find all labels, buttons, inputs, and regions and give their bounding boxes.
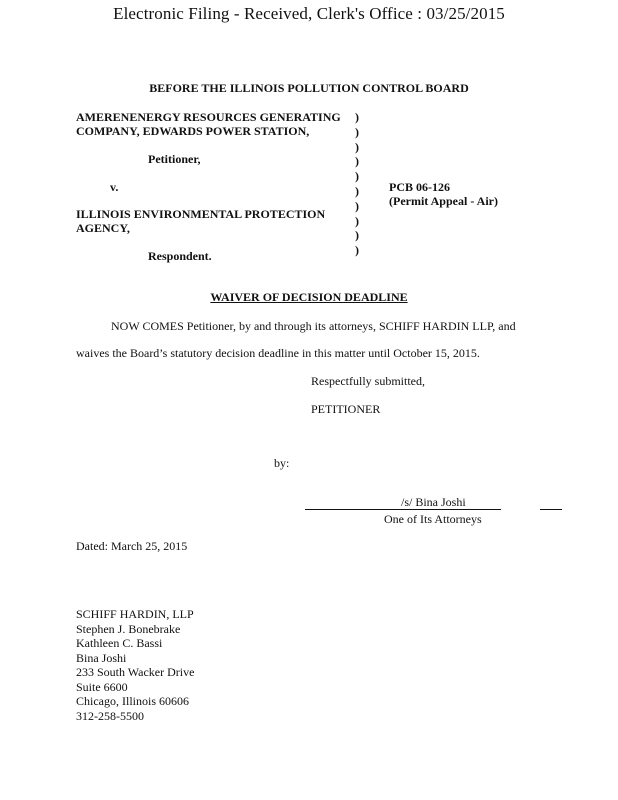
body-line-1: NOW COMES Petitioner, by and through its attorneys, SCHIFF HARDIN LLP, and bbox=[111, 319, 516, 333]
address-line-attorney: Bina Joshi bbox=[76, 650, 127, 665]
versus: v. bbox=[110, 180, 119, 194]
signature-line bbox=[305, 509, 501, 510]
address-line-phone: 312-258-5500 bbox=[76, 708, 144, 723]
petitioner-name-line1: AMERENENERGY RESOURCES GENERATING bbox=[76, 110, 341, 124]
paren: ) bbox=[355, 198, 359, 213]
paren: ) bbox=[355, 110, 359, 124]
paren: ) bbox=[355, 154, 359, 169]
paren: ) bbox=[355, 139, 359, 154]
board-title: BEFORE THE ILLINOIS POLLUTION CONTROL BOARD bbox=[149, 81, 469, 95]
address-line-suite: Suite 6600 bbox=[76, 679, 128, 694]
signer-title: One of Its Attorneys bbox=[384, 512, 482, 526]
paren: ) bbox=[355, 228, 359, 243]
signed-name: /s/ Bina Joshi bbox=[401, 495, 466, 509]
firm-address-block bbox=[76, 607, 194, 723]
respondent-name-line1: ILLINOIS ENVIRONMENTAL PROTECTION bbox=[76, 207, 326, 221]
body-line-2: waives the Board’s statutory decision deadline in this matter until October 15, 2015. bbox=[76, 346, 480, 360]
paren: ) bbox=[355, 124, 359, 139]
paren: ) bbox=[355, 243, 359, 258]
petitioner-name-line2: COMPANY, EDWARDS POWER STATION, bbox=[76, 124, 310, 138]
respondent-role: Respondent. bbox=[148, 249, 212, 263]
filing-stamp: Electronic Filing - Received, Clerk's Office : 03/25/2015 bbox=[113, 4, 505, 23]
closing: Respectfully submitted, bbox=[311, 374, 425, 388]
document-title: WAIVER OF DECISION DEADLINE bbox=[210, 290, 408, 304]
date-line: Dated: March 25, 2015 bbox=[76, 539, 188, 553]
petitioner-role: Petitioner, bbox=[148, 152, 201, 166]
paren: ) bbox=[355, 213, 359, 228]
case-type: (Permit Appeal - Air) bbox=[389, 194, 498, 208]
signature-line-extension bbox=[540, 509, 562, 510]
address-line-firm: SCHIFF HARDIN, LLP bbox=[76, 607, 194, 621]
address-line-attorney: Stephen J. Bonebrake bbox=[76, 621, 181, 636]
paren: ) bbox=[355, 169, 359, 184]
paren: ) bbox=[355, 183, 359, 198]
respondent-name-line2: AGENCY, bbox=[76, 221, 130, 235]
caption-parentheses bbox=[355, 110, 359, 258]
case-number: PCB 06-126 bbox=[389, 180, 450, 194]
address-line-city: Chicago, Illinois 60606 bbox=[76, 694, 189, 708]
address-line-attorney: Kathleen C. Bassi bbox=[76, 636, 163, 650]
party-name: PETITIONER bbox=[311, 402, 381, 416]
address-line-street: 233 South Wacker Drive bbox=[76, 665, 195, 679]
by-label: by: bbox=[274, 456, 290, 470]
